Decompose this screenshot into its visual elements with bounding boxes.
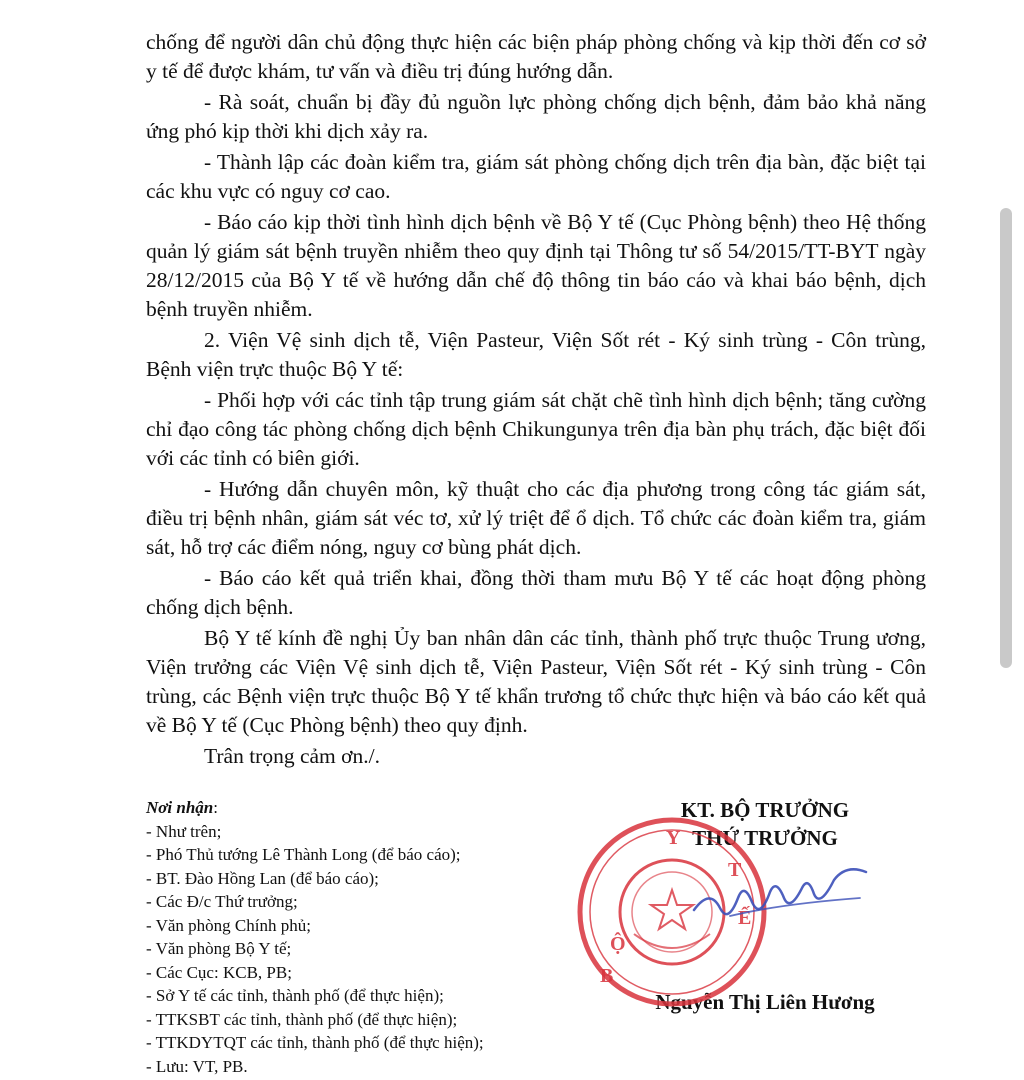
svg-text:Y: Y <box>666 827 681 849</box>
handwritten-signature <box>690 858 870 928</box>
svg-text:B: B <box>600 965 614 987</box>
paragraph: chống để người dân chủ động thực hiện các biện pháp phòng chống và kịp thời đến cơ sở y tế để được khám, tư vấn và điều trị đúng hướng dẫn. <box>146 30 926 83</box>
svg-text:Ế: Ế <box>738 907 752 929</box>
recipient-item: - Phó Thủ tướng Lê Thành Long (để báo cáo); <box>146 845 461 864</box>
paragraph: Bộ Y tế kính đề nghị Ủy ban nhân dân các tỉnh, thành phố trực thuộc Trung ương, Viện trưởng các Viện Vệ sinh dịch tễ, Viện Pasteur, Viện Sốt rét - Ký sinh trùng - Côn trùng, các Bệnh viện trực thuộc Bộ Y tế khẩn trương tổ chức thực hiện và báo cáo kết quả về Bộ Y tế (Cục Phòng bệnh) theo quy định. <box>146 626 926 737</box>
recipient-item: - Văn phòng Chính phủ; <box>146 915 311 935</box>
recipients-title: Nơi nhận <box>146 798 214 817</box>
signer-name: Nguyễn Thị Liên Hương <box>655 990 875 1014</box>
recipient-item: - Như trên; <box>146 821 222 841</box>
recipient-item: - Sở Y tế các tỉnh, thành phố (để thực hiện); <box>146 986 444 1005</box>
vertical-scrollbar[interactable] <box>1000 208 1012 668</box>
recipient-item: - TTKSBT các tỉnh, thành phố (để thực hiện); <box>146 1009 458 1029</box>
signer-title: THỨ TRƯỞNG <box>692 826 838 850</box>
recipient-item: - BT. Đào Hồng Lan (để báo cáo); <box>146 868 379 888</box>
paragraph: 2. Viện Vệ sinh dịch tễ, Viện Pasteur, Viện Sốt rét - Ký sinh trùng - Côn trùng, Bệnh viện trực thuộc Bộ Y tế: <box>146 328 926 381</box>
paragraph: - Rà soát, chuẩn bị đầy đủ nguồn lực phòng chống dịch bệnh, đảm bảo khả năng ứng phó kịp thời khi dịch xảy ra. <box>146 90 926 143</box>
paragraph: - Báo cáo kết quả triển khai, đồng thời tham mưu Bộ Y tế các hoạt động phòng chống dịch bệnh. <box>146 566 926 619</box>
svg-text:Ộ: Ộ <box>610 933 626 955</box>
recipient-item: - Lưu: VT, PB. <box>146 1056 248 1076</box>
document-body <box>146 28 926 773</box>
paragraph: - Thành lập các đoàn kiểm tra, giám sát phòng chống dịch trên địa bàn, đặc biệt tại các khu vực có nguy cơ cao. <box>146 150 926 203</box>
recipient-item: - Các Đ/c Thứ trưởng; <box>146 892 298 911</box>
paragraph: - Phối hợp với các tỉnh tập trung giám sát chặt chẽ tình hình dịch bệnh; tăng cường chỉ đạo công tác phòng chống dịch bệnh Chikungunya trên địa bàn phụ trách, đặc biệt đối với các tỉnh có biên giới. <box>146 388 926 470</box>
signer-position: KT. BỘ TRƯỞNG <box>680 798 850 822</box>
recipients-title-colon: : <box>213 798 218 817</box>
svg-text:T: T <box>728 859 742 881</box>
paragraph: - Hướng dẫn chuyên môn, kỹ thuật cho các địa phương trong công tác giám sát, điều trị bệnh nhân, giám sát véc tơ, xử lý triệt để ổ dịch. Tổ chức các đoàn kiểm tra, giám sát, hỗ trợ các điểm nóng, nguy cơ bùng phát dịch. <box>146 477 926 559</box>
recipient-item: - Văn phòng Bộ Y tế; <box>146 939 292 958</box>
recipient-item: - Các Cục: KCB, PB; <box>146 962 292 982</box>
recipients-block <box>146 796 616 1078</box>
recipient-item: - TTKDYTQT các tỉnh, thành phố (để thực hiện); <box>146 1033 484 1052</box>
paragraph: - Báo cáo kịp thời tình hình dịch bệnh về Bộ Y tế (Cục Phòng bệnh) theo Hệ thống quản lý giám sát bệnh truyền nhiễm theo quy định tại Thông tư số 54/2015/TT-BYT ngày 28/12/2015 của Bộ Y tế về hướng dẫn chế độ thông tin báo cáo và khai báo bệnh, dịch bệnh truyền nhiễm. <box>146 210 926 321</box>
closing-line: Trân trọng cảm ơn./. <box>204 744 380 768</box>
